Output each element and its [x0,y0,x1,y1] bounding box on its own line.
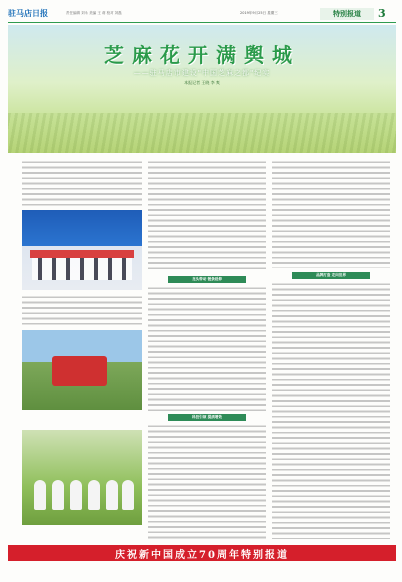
article-column-middle-3 [148,424,266,539]
byline: 本报记者 王晓 李 爽 [184,80,220,85]
footer-banner-text: 庆祝新中国成立70周年特别报道 [115,550,289,561]
subhead-1: 龙头带动 链条延伸 [168,276,246,283]
paper-name: 驻马店日报 [8,8,48,18]
article-column-middle-2 [148,286,266,411]
subheadline: ——驻马店市建设"中国芝麻之都"纪实 [133,69,271,77]
page-number: 3 [378,7,386,20]
event-photo [22,210,142,290]
harvester-photo [22,330,142,410]
issue-date: 2019年9月25日 星期三 [240,11,278,15]
article-column-left-top [22,160,142,206]
article-column-right-1 [272,160,390,268]
article-column-left-mid [22,295,142,327]
editor-credits: 责任编辑 刘永 美编 王 莉 校对 刘磊 [66,11,122,15]
page-header [8,7,396,23]
stage-shape [30,250,134,258]
section-label: 特别报道 [320,8,374,20]
subhead-2: 科技引领 提质增效 [168,414,246,421]
crowd-shape [32,258,132,280]
harvester-shape [52,356,107,386]
footer-banner [8,545,396,561]
article-column-middle-1 [148,160,266,270]
headline: 芝麻花开满舆城 [104,43,300,67]
article-column-right-2 [272,282,390,539]
headline-banner [8,25,396,153]
field-visit-photo [22,430,142,525]
subhead-3: 品牌打造 走向世界 [292,272,370,279]
